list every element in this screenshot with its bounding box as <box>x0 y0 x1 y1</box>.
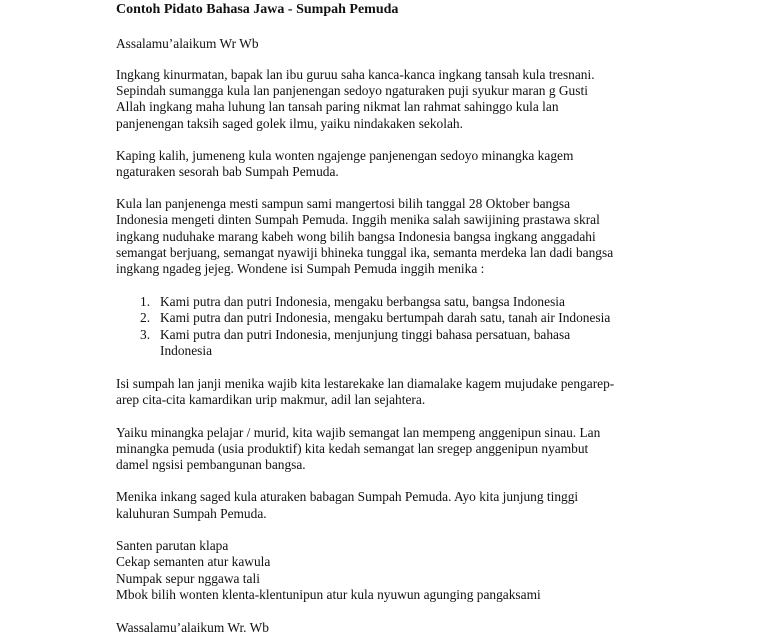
greeting: Assalamu’alaikum Wr Wb <box>116 36 259 51</box>
paragraph-6-line-2: kaluhuran Sumpah Pemuda. <box>116 506 267 521</box>
paragraph-1-line-3: Allah ingkang maha luhung lan tansah paring nikmat lan rahmat sahinggo kula lan <box>116 99 559 114</box>
paragraph-4-line-1: Isi sumpah lan janji menika wajib kita lestarekake lan diamalake kagem mujudake pengarep- <box>116 376 615 391</box>
closing-salutation: Wassalamu’alaikum Wr. Wb <box>116 620 269 635</box>
paragraph-3-line-3: ingkang nuduhake marang kabeh wong bilih bangsa Indonesia bangsa ingkang anggadahi <box>116 229 596 244</box>
pantun-line-1: Santen parutan klapa <box>116 538 229 553</box>
paragraph-2-line-1: Kaping kalih, jumeneng kula wonten ngajenge panjenengan sedoyo minangka kagem <box>116 148 574 163</box>
paragraph-5-line-1: Yaiku minangka pelajar / murid, kita wajib semangat lan mempeng anggenipun sinau. Lan <box>116 425 601 440</box>
list-item-text: Kami putra dan putri Indonesia, menjunjung tinggi bahasa persatuan, bahasa <box>160 327 571 342</box>
paragraph-6-line-1: Menika inkang saged kula aturaken babagan Sumpah Pemuda. Ayo kita junjung tinggi <box>116 489 579 504</box>
list-item-text: Kami putra dan putri Indonesia, mengaku berbangsa satu, bangsa Indonesia <box>160 294 565 309</box>
list-number: 2. <box>140 310 151 325</box>
paragraph-3-line-2: Indonesia mengeti dinten Sumpah Pemuda. Inggih menika salah sawijining prastawa skral <box>116 212 600 227</box>
paragraph-2-line-2: ngaturaken sesorah bab Sumpah Pemuda. <box>116 164 339 179</box>
paragraph-5-line-2: minangka pemuda (usia produktif) kita kedah semangat lan sregep anggenipun nyambut <box>116 441 589 456</box>
paragraph-5-line-3: damel ngsisi pembangunan bangsa. <box>116 457 306 472</box>
list-number: 3. <box>140 327 151 342</box>
paragraph-1-line-1: Ingkang kinurmatan, bapak lan ibu guruu saha kanca-kanca ingkang tansah kula tresnani. <box>116 67 595 82</box>
paragraph-1-line-2: Sepindah sumangga kula lan panjenengan sedoyo ngaturaken puji syukur maran g Gusti <box>116 83 588 98</box>
paragraph-3-line-1: Kula lan panjenenga mesti sampun sami mangertosi bilih tanggal 28 Oktober bangsa <box>116 196 571 211</box>
document-title: Contoh Pidato Bahasa Jawa - Sumpah Pemuda <box>116 2 399 17</box>
paragraph-3-line-5: ingkang ngadeg jejeg. Wondene isi Sumpah Pemuda inggih menika : <box>116 261 485 276</box>
list-number: 1. <box>140 294 151 309</box>
list-item-text: Kami putra dan putri Indonesia, mengaku bertumpah darah satu, tanah air Indonesia <box>160 310 611 325</box>
pantun-line-3: Numpak sepur nggawa tali <box>116 571 260 586</box>
pantun-line-4: Mbok bilih wonten klenta-klentunipun atur kula nyuwun agunging pangaksami <box>116 587 541 602</box>
pantun-line-2: Cekap semanten atur kawula <box>116 554 271 569</box>
paragraph-1-line-4: panjenengan taksih saged golek ilmu, yaiku nindakaken sekolah. <box>116 116 463 131</box>
list-item-text: Indonesia <box>160 343 213 358</box>
paragraph-4-line-2: arep cita-cita kamardikan urip makmur, adil lan sejahtera. <box>116 392 426 407</box>
paragraph-3-line-4: semangat berjuang, semangat nyawiji bhineka tunggal ika, semanta merdeka lan dadi bangsa <box>116 245 614 260</box>
